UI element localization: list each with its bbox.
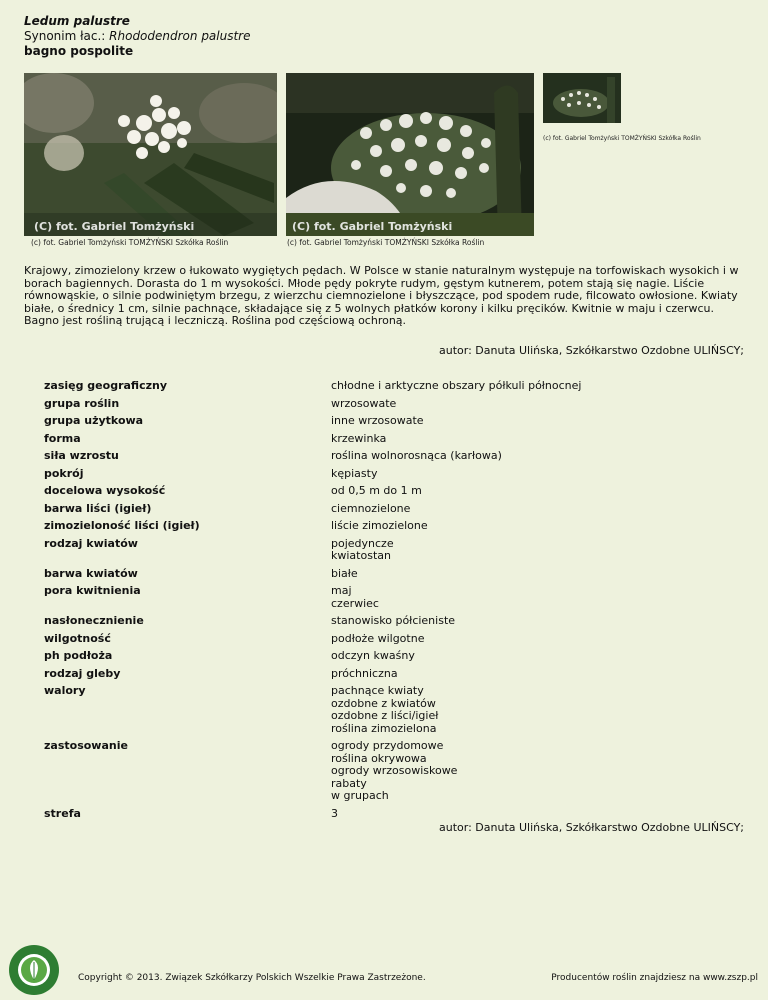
attribute-row: [44, 518, 704, 536]
attribute-label: pokrój: [44, 466, 84, 480]
attribute-value: maj: [331, 584, 352, 597]
photo-flowers-closeup[interactable]: [24, 73, 277, 236]
attribute-value: próchniczna: [331, 666, 398, 680]
attribute-values: [331, 536, 704, 566]
synonym-prefix: Synonim łac.:: [24, 29, 110, 43]
attribute-value: od 0,5 m do 1 m: [331, 484, 422, 497]
attribute-label: barwa liści (igieł): [44, 501, 152, 515]
attribute-value: czerwiec: [331, 596, 379, 610]
association-logo[interactable]: [8, 944, 60, 996]
attribute-value: ozdobne z liści/igieł: [331, 709, 439, 722]
attribute-values: [331, 738, 704, 806]
attribute-values: [331, 666, 704, 684]
attribute-row: [44, 501, 704, 519]
attribute-value: w grupach: [331, 789, 389, 802]
attribute-row: [44, 613, 704, 631]
photo-watermark: (C) fot. Gabriel Tomżyński: [34, 220, 195, 233]
attribute-label: wilgotność: [44, 631, 111, 645]
photo-caption: (c) fot. Gabriel Tomżyński TOMŻYŃSKI Szkółka Roślin: [287, 238, 485, 247]
attribute-value: roślina okrywowa: [331, 751, 427, 765]
attribute-values: [331, 648, 704, 666]
attribute-values: [331, 413, 704, 431]
attribute-values: [331, 631, 704, 649]
attribute-value: białe: [331, 566, 358, 580]
attribute-values: [331, 613, 704, 631]
photo-thumbnail[interactable]: [543, 73, 621, 123]
attribute-row: [44, 631, 704, 649]
attribute-value: pachnące kwiaty: [331, 684, 424, 697]
attribute-value: roślina wolnorosnąca (karłowa): [331, 449, 502, 462]
attribute-values: [331, 518, 704, 536]
attribute-label: rodzaj kwiatów: [44, 536, 138, 550]
attribute-label: rodzaj gleby: [44, 666, 121, 680]
attribute-values: [331, 683, 704, 738]
attribute-value: ogrody wrzosowiskowe: [331, 764, 458, 777]
photo-caption: (c) fot. Gabriel Tomżyński TOMŻYŃSKI Szkółka Roślin: [543, 135, 701, 142]
attribute-value: inne wrzosowate: [331, 414, 424, 427]
footer: [0, 940, 768, 994]
attribute-value: podłoże wilgotne: [331, 631, 425, 645]
attribute-row: [44, 683, 704, 738]
producers-link[interactable]: Producentów roślin znajdziesz na www.zszp.pl: [551, 973, 758, 983]
attribute-value: roślina zimozielona: [331, 721, 437, 735]
latin-name: Ledum palustre: [24, 14, 130, 28]
attribute-row: [44, 738, 704, 806]
attribute-values: [331, 501, 704, 519]
attribute-values: [331, 566, 704, 584]
attribute-value: rabaty: [331, 776, 367, 790]
common-name: bagno pospolite: [24, 44, 134, 58]
attribute-row: [44, 466, 704, 484]
attribute-value: wrzosowate: [331, 396, 397, 410]
attribute-label: walory: [44, 684, 86, 697]
attribute-row: [44, 536, 704, 566]
attribute-label: zastosowanie: [44, 739, 128, 752]
attribute-value: ozdobne z kwiatów: [331, 696, 436, 710]
author-line-bottom: autor: Danuta Ulińska, Szkółkarstwo Ozdobne ULIŃSCY;: [439, 821, 744, 834]
attribute-label: forma: [44, 431, 81, 445]
author-line-top: autor: Danuta Ulińska, Szkółkarstwo Ozdobne ULIŃSCY;: [439, 344, 744, 357]
attribute-value: kępiasty: [331, 466, 378, 480]
attribute-value: liście zimozielone: [331, 519, 428, 532]
attribute-value: krzewinka: [331, 431, 387, 445]
attribute-label: zasięg geograficzny: [44, 379, 167, 392]
attribute-value: chłodne i arktyczne obszary półkuli północnej: [331, 379, 582, 392]
attribute-label: pora kwitnienia: [44, 584, 141, 597]
attribute-label: siła wzrostu: [44, 449, 119, 462]
attribute-value: pojedyncze: [331, 536, 394, 550]
plant-description: Krajowy, zimozielony krzew o łukowato wygiętych pędach. W Polsce w stanie naturalnym występuje na torfowiskach wysokich i w borach bagiennych. Dorasta do 1 m wysokości. Młode pędy pokryte rudym, gęstym kutnerem, potem stają się nagie. Liście równowąskie, o silnie podwiniętym brzegu, z wierzchu ciemnozielone i błyszczące, pod spodem rude, filcowato owłosione. Kwiaty białe, o średnicy 1 cm, silnie pachnące, składające się z 5 wolnych płatków korony i kilku pręcików. Kwitnie w maju i czerwcu. Bagno jest rośliną trującą i leczniczą. Roślina pod częściową ochroną.: [24, 264, 739, 327]
attribute-label: zimozieloność liści (igieł): [44, 519, 200, 532]
attribute-row: [44, 431, 704, 449]
attribute-values: [331, 483, 704, 501]
photo-shrub-garden[interactable]: [286, 73, 534, 236]
synonym-name: Rhododendron palustre: [109, 29, 251, 43]
copyright-text: Copyright © 2013. Związek Szkółkarzy Polskich Wszelkie Prawa Zastrzeżone.: [78, 973, 426, 983]
photo-watermark: (C) fot. Gabriel Tomżyński: [292, 220, 453, 233]
attribute-label: nasłonecznienie: [44, 614, 144, 627]
plant-header: [24, 14, 251, 59]
attribute-row: [44, 648, 704, 666]
attribute-values: [331, 396, 704, 414]
attribute-values: [331, 448, 704, 466]
attribute-label: grupa roślin: [44, 396, 120, 410]
attribute-label: docelowa wysokość: [44, 484, 166, 497]
attribute-values: [331, 431, 704, 449]
attribute-label: ph podłoża: [44, 649, 113, 662]
attribute-value: kwiatostan: [331, 549, 391, 562]
attribute-value: ciemnozielone: [331, 501, 411, 515]
attribute-label: strefa: [44, 806, 81, 820]
attribute-row: [44, 483, 704, 501]
attribute-row: [44, 448, 704, 466]
attribute-value: 3: [331, 806, 338, 820]
attribute-value: ogrody przydomowe: [331, 739, 444, 752]
attribute-row: [44, 396, 704, 414]
attribute-value: odczyn kwaśny: [331, 649, 415, 662]
photo-caption: (c) fot. Gabriel Tomżyński TOMŻYŃSKI Szkółka Roślin: [31, 238, 229, 247]
attributes-table: [44, 378, 704, 823]
attribute-label: grupa użytkowa: [44, 414, 144, 427]
attribute-values: [331, 466, 704, 484]
attribute-value: stanowisko półcieniste: [331, 614, 456, 627]
attribute-row: [44, 566, 704, 584]
synonym-line: [24, 29, 251, 44]
attribute-row: [44, 583, 704, 613]
attribute-values: [331, 378, 704, 396]
attribute-row: [44, 413, 704, 431]
attribute-row: [44, 378, 704, 396]
attribute-values: [331, 583, 704, 613]
attribute-row: [44, 666, 704, 684]
attribute-label: barwa kwiatów: [44, 566, 138, 580]
